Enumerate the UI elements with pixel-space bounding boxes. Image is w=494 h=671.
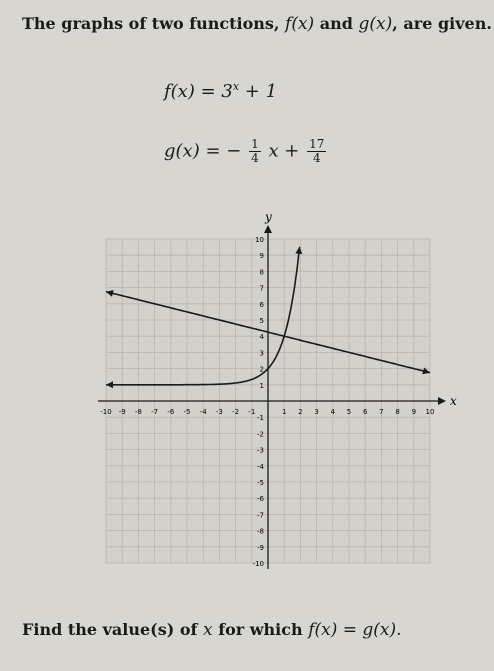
y-tick-label: 1 — [259, 381, 264, 390]
prompt-text — [22, 14, 492, 34]
x-tick-label: 2 — [298, 408, 303, 416]
g-fraction-intercept — [307, 138, 326, 165]
y-tick-label: -3 — [257, 446, 264, 455]
y-tick-label: 7 — [259, 284, 264, 293]
g-fraction-slope — [249, 138, 261, 165]
x-tick-label: -9 — [118, 408, 126, 416]
x-tick-label: -2 — [232, 408, 240, 416]
y-tick-label: -7 — [257, 511, 264, 520]
prompt-and: and — [319, 14, 353, 33]
x-tick-label: -1 — [248, 408, 256, 416]
y-tick-label: -4 — [257, 462, 264, 471]
y-tick-label: -2 — [257, 430, 264, 439]
y-tick-label: -10 — [252, 560, 264, 568]
x-tick-label: -3 — [215, 408, 223, 416]
y-tick-label: -6 — [257, 495, 264, 504]
x-tick-label: 10 — [425, 408, 435, 416]
g-frac2-den: 4 — [312, 151, 321, 165]
x-tick-label: -4 — [199, 408, 207, 416]
g-equation — [164, 138, 328, 165]
y-tick-label: 3 — [259, 349, 264, 358]
f-label: f(x) — [285, 14, 315, 34]
question-lead: Find the value(s) of — [22, 620, 198, 639]
x-tick-label: 3 — [314, 408, 319, 416]
g-eq-mid: x + — [268, 140, 300, 162]
f-eq-exponent: x — [232, 80, 240, 93]
x-axis-label: x — [450, 394, 457, 408]
x-tick-label: -7 — [151, 408, 159, 416]
y-tick-label: 8 — [259, 268, 264, 277]
function-graph — [0, 185, 494, 605]
f-eq-lhs: f(x) = 3 — [164, 81, 233, 102]
g-label: g(x) — [358, 14, 393, 34]
x-tick-label: 5 — [346, 408, 352, 416]
question-text — [22, 620, 402, 640]
y-tick-label: -5 — [257, 479, 264, 487]
x-tick-label: 1 — [281, 408, 287, 416]
x-tick-label: -8 — [134, 408, 142, 416]
y-tick-label: -8 — [257, 527, 264, 536]
y-tick-label: 9 — [259, 252, 264, 261]
y-axis-arrow — [264, 225, 272, 233]
x-tick-label: -5 — [183, 408, 191, 416]
y-tick-label: -9 — [257, 543, 264, 552]
prompt-tail: , are given. — [392, 14, 492, 33]
x-axis-arrow — [438, 397, 446, 405]
y-tick-label: 4 — [259, 333, 264, 342]
prompt-lead: The graphs of two functions, — [22, 14, 280, 33]
y-tick-label: 10 — [255, 236, 264, 244]
x-tick-label: -10 — [100, 408, 112, 416]
x-tick-label: 7 — [379, 408, 384, 416]
f-eq-rhs: + 1 — [239, 81, 278, 102]
y-tick-label: 2 — [259, 365, 264, 374]
g-frac1-num: 1 — [251, 137, 259, 151]
g-frac2-num: 17 — [309, 137, 325, 151]
y-axis-label: y — [265, 210, 272, 224]
x-tick-label: 9 — [411, 408, 417, 416]
question-mid: for which — [218, 620, 303, 639]
x-tick-label: 8 — [395, 408, 400, 416]
y-tick-label: -1 — [257, 414, 264, 423]
x-tick-label: 4 — [330, 408, 336, 416]
x-tick-label: -6 — [167, 408, 175, 416]
g-eq-lhs: g(x) = − — [164, 140, 242, 162]
g-frac1-den: 4 — [251, 151, 259, 165]
question-expr: f(x) = g(x). — [308, 620, 402, 640]
x-tick-label: 6 — [362, 408, 368, 416]
y-tick-label: 5 — [259, 317, 264, 325]
f-equation — [164, 80, 277, 102]
y-tick-label: 6 — [259, 300, 264, 309]
question-var: x — [203, 620, 213, 640]
